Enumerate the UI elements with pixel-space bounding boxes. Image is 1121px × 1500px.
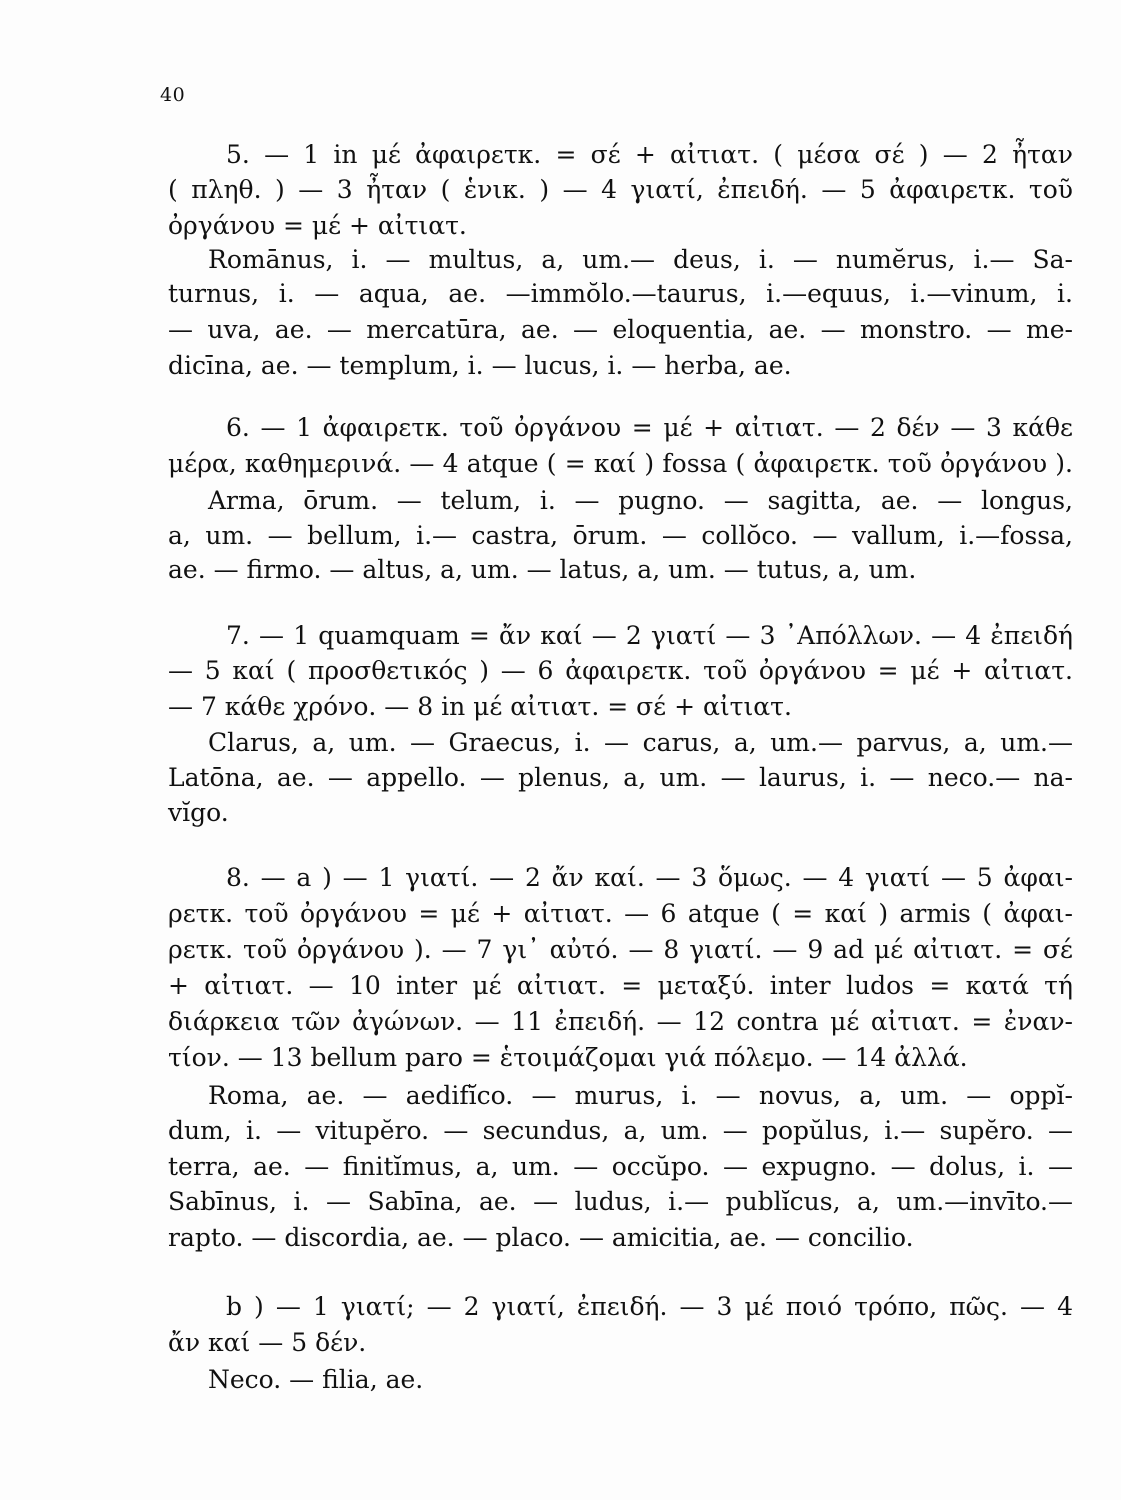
section-7-line-3: — 7 κάθε χρόνο. — 8 in μέ αἰτιατ. = σέ + αἰτιατ. <box>168 692 792 721</box>
section-5-vocab-line-2: turnus, i. — aqua, ae. —immŏlo.—taurus, i.—equus, i.—vinum, i. <box>168 279 1073 308</box>
section-8-vocab-line-1: Roma, ae. — aedifĭco. — murus, i. — novus, a, um. — oppĭ- <box>208 1081 1073 1110</box>
page-number: 40 <box>160 84 186 106</box>
section-7-vocab-line-3: vĭgo. <box>168 798 229 827</box>
section-8-vocab-line-4: Sabīnus, i. — Sabīna, ae. — ludus, i.— publĭcus, a, um.—invīto.— <box>168 1187 1073 1216</box>
section-8-vocab-line-5: rapto. — discordia, ae. — placo. — amicitia, ae. — concilio. <box>168 1223 914 1252</box>
section-6-vocab-line-2: a, um. — bellum, i.— castra, ōrum. — collŏco. — vallum, i.—fossa, <box>168 521 1073 550</box>
section-8-vocab-line-2: dum, i. — vitupĕro. — secundus, a, um. — popŭlus, i.— supĕro. — <box>168 1116 1073 1145</box>
section-7-line-1: 7. — 1 quamquam = ἄν καί — 2 γιατί — 3 ᾿Απόλλων. — 4 ἐπειδή <box>226 621 1073 650</box>
section-8-vocab-line-3: terra, ae. — finitĭmus, a, um. — occŭpo. — expugno. — dolus, i. — <box>168 1152 1073 1181</box>
section-5-vocab-line-4: dicīna, ae. — templum, i. — lucus, i. — herba, ae. <box>168 351 792 380</box>
section-5-line-2: ( πληθ. ) — 3 ἦταν ( ἑνικ. ) — 4 γιατί, ἐπειδή. — 5 ἀφαιρετκ. τοῦ <box>168 175 1073 204</box>
section-8-line-4: + αἰτιατ. — 10 inter μέ αἰτιατ. = μεταξύ. inter ludos = κατά τή <box>168 971 1073 1000</box>
section-5-line-1: 5. — 1 in μέ ἀφαιρετκ. = σέ + αἰτιατ. ( μέσα σέ ) — 2 ἦταν <box>226 140 1073 169</box>
section-7-vocab-line-1: Clarus, a, um. — Graecus, i. — carus, a, um.— parvus, a, um.— <box>208 728 1073 757</box>
section-8-line-5: διάρκεια τῶν ἀγώνων. — 11 ἐπειδή. — 12 contra μέ αἰτιατ. = ἐναν- <box>168 1007 1073 1036</box>
section-8-line-6: τίον. — 13 bellum paro = ἑτοιμάζομαι γιά πόλεμο. — 14 ἀλλά. <box>168 1043 968 1072</box>
section-6-vocab-line-1: Arma, ōrum. — telum, i. — pugno. — sagitta, ae. — longus, <box>208 486 1073 515</box>
section-8-line-3: ρετκ. τοῦ ὀργάνου ). — 7 γι᾿ αὐτό. — 8 γιατί. — 9 ad μέ αἰτιατ. = σέ <box>168 935 1073 964</box>
section-5-vocab-line-3: — uva, ae. — mercatūra, ae. — eloquentia, ae. — monstro. — me- <box>168 315 1073 344</box>
section-8b-vocab-line-1: Neco. — filia, ae. <box>208 1365 424 1394</box>
section-8-line-2: ρετκ. τοῦ ὀργάνου = μέ + αἰτιατ. — 6 atque ( = καί ) armis ( ἀφαι- <box>168 899 1073 928</box>
section-7-line-2: — 5 καί ( προσθετικός ) — 6 ἀφαιρετκ. τοῦ ὀργάνου = μέ + αἰτιατ. <box>168 656 1073 685</box>
section-6-line-1: 6. — 1 ἀφαιρετκ. τοῦ ὀργάνου = μέ + αἰτιατ. — 2 δέν — 3 κάθε <box>226 413 1073 442</box>
section-6-line-2: μέρα, καθημερινά. — 4 atque ( = καί ) fossa ( ἀφαιρετκ. τοῦ ὀργάνου ). <box>168 449 1073 478</box>
section-8b-line-1: b ) — 1 γιατί; — 2 γιατί, ἐπειδή. — 3 μέ ποιό τρόπο, πῶς. — 4 <box>226 1292 1073 1321</box>
section-7-vocab-line-2: Latōna, ae. — appello. — plenus, a, um. — laurus, i. — neco.— na- <box>168 763 1073 792</box>
section-5-vocab-line-1: Romānus, i. — multus, a, um.— deus, i. — numĕrus, i.— Sa- <box>208 245 1073 274</box>
section-5-line-3: ὀργάνου = μέ + αἰτιατ. <box>168 211 467 240</box>
section-8b-line-2: ἄν καί — 5 δέν. <box>168 1328 367 1357</box>
section-8-line-1: 8. — a ) — 1 γιατί. — 2 ἄν καί. — 3 ὅμως. — 4 γιατί — 5 ἀφαι- <box>226 863 1073 892</box>
section-6-vocab-line-3: ae. — firmo. — altus, a, um. — latus, a, um. — tutus, a, um. <box>168 555 917 584</box>
